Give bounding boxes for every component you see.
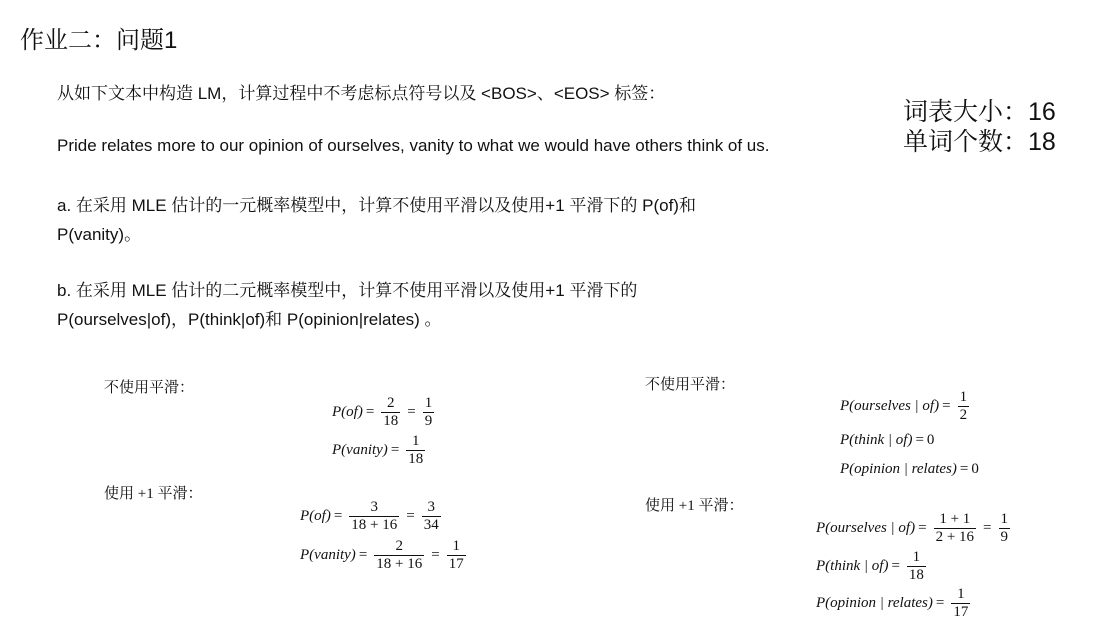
denominator: 9 xyxy=(424,413,433,429)
denominator: 2 + 16 xyxy=(935,529,975,545)
fraction xyxy=(406,433,425,468)
numerator: 1 xyxy=(452,538,460,554)
equation-bigram-smoothed-opinion: P(opinion | relates) = $\frac{1}{17}$ xyxy=(816,586,969,620)
intro-text: 从如下文本中构造 LM，计算过程中不考虑标点符号以及 <BOS>、<EOS> 标签： xyxy=(57,84,666,103)
equation-bigram-think: P(think | of) = 0 xyxy=(840,432,935,448)
denominator: 18 + 16 xyxy=(351,517,398,533)
equation-unigram-of: P(of) = $\frac{2}{18}$ = $\frac{1}{9}$ xyxy=(332,395,433,429)
bigram-smooth-label: 使用 +1 平滑： xyxy=(645,498,744,514)
equation-bigram-ourselves: P(ourselves | of) = $\frac{1}{2}$ xyxy=(840,389,968,423)
equation-bigram-opinion: P(opinion | relates) = 0 xyxy=(840,461,979,477)
question-b-line2: P(ourselves|of)，P(think|of)和 P(opinion|relates) 。 xyxy=(57,310,442,329)
question-a-line2: P(vanity)。 xyxy=(57,225,142,244)
numerator: 1 xyxy=(959,389,968,405)
equation-bigram-smoothed-ourselves: P(ourselves | of) = $\frac{1 + 1}{2 + 16}$ = $\frac{1}{9}$ xyxy=(816,511,1009,545)
numerator: 1 + 1 xyxy=(939,511,971,527)
question-b-line1: b. 在采用 MLE 估计的二元概率模型中，计算不使用平滑以及使用+1 平滑下的 xyxy=(57,281,638,300)
denominator: 17 xyxy=(953,604,969,620)
unigram-smooth-label: 使用 +1 平滑： xyxy=(104,486,203,502)
fraction xyxy=(907,549,926,584)
unigram-no-smooth-label: 不使用平滑： xyxy=(104,380,195,396)
equation-lhs: P(of) xyxy=(300,508,331,524)
equation-bigram-smoothed-think: P(think | of) = $\frac{1}{18}$ xyxy=(816,549,924,583)
denominator: 18 xyxy=(908,567,924,583)
numerator: 1 xyxy=(912,549,921,565)
equation-lhs: P(of) xyxy=(332,404,363,420)
equation-lhs: P(vanity) xyxy=(332,442,388,458)
equation-lhs: P(ourselves | of) xyxy=(816,520,916,536)
numerator: 2 xyxy=(395,538,404,554)
equation-lhs: P(opinion | relates) xyxy=(816,595,933,611)
equation-unigram-vanity: P(vanity) = $\frac{1}{18}$ xyxy=(332,433,424,467)
denominator: 34 xyxy=(423,517,439,533)
page-title: 作业二：问题1 xyxy=(20,27,178,54)
numerator: 2 xyxy=(387,395,395,411)
fraction xyxy=(934,511,976,546)
equation-smoothed-of: P(of) = $\frac{3}{18 + 16}$ = $\frac{3}{34}$ xyxy=(300,499,439,533)
denominator: 18 + 16 xyxy=(376,556,423,572)
sentence-text: Pride relates more to our opinion of ourselves, vanity to what we would have others think of us. xyxy=(57,136,770,155)
fraction xyxy=(951,586,970,621)
denominator: 9 xyxy=(1000,529,1009,545)
equation-smoothed-vanity: P(vanity) = $\frac{2}{18 + 16}$ = $\frac{1}{17}$ xyxy=(300,538,464,572)
denominator: 18 xyxy=(408,451,424,467)
equation-lhs: P(opinion | relates) xyxy=(840,461,957,477)
equation-rhs: 0 xyxy=(926,432,935,448)
fraction xyxy=(999,511,1011,546)
word-count: 单词个数：18 xyxy=(903,128,1056,156)
numerator: 3 xyxy=(427,499,435,515)
fraction xyxy=(958,389,970,424)
numerator: 1 xyxy=(412,433,420,449)
fraction xyxy=(381,395,400,430)
denominator: 2 xyxy=(959,407,968,423)
equation-lhs: P(ourselves | of) xyxy=(840,398,940,414)
denominator: 17 xyxy=(448,556,464,572)
question-a-line1: a. 在采用 MLE 估计的一元概率模型中，计算不使用平滑以及使用+1 平滑下的 P(of)和 xyxy=(57,196,696,215)
equation-rhs: 0 xyxy=(971,461,979,477)
fraction xyxy=(423,395,435,430)
equation-lhs: P(think | of) xyxy=(840,432,913,448)
numerator: 1 xyxy=(957,586,965,602)
fraction xyxy=(447,538,466,573)
fraction xyxy=(374,538,424,573)
denominator: 18 xyxy=(383,413,399,429)
fraction xyxy=(422,499,441,534)
equation-lhs: P(vanity) xyxy=(300,547,356,563)
vocab-size: 词表大小：16 xyxy=(903,98,1056,126)
fraction xyxy=(349,499,399,534)
bigram-no-smooth-label: 不使用平滑： xyxy=(645,377,736,393)
numerator: 1 xyxy=(424,395,433,411)
equation-lhs: P(think | of) xyxy=(816,558,889,574)
numerator: 3 xyxy=(370,499,379,515)
numerator: 1 xyxy=(1000,511,1009,527)
